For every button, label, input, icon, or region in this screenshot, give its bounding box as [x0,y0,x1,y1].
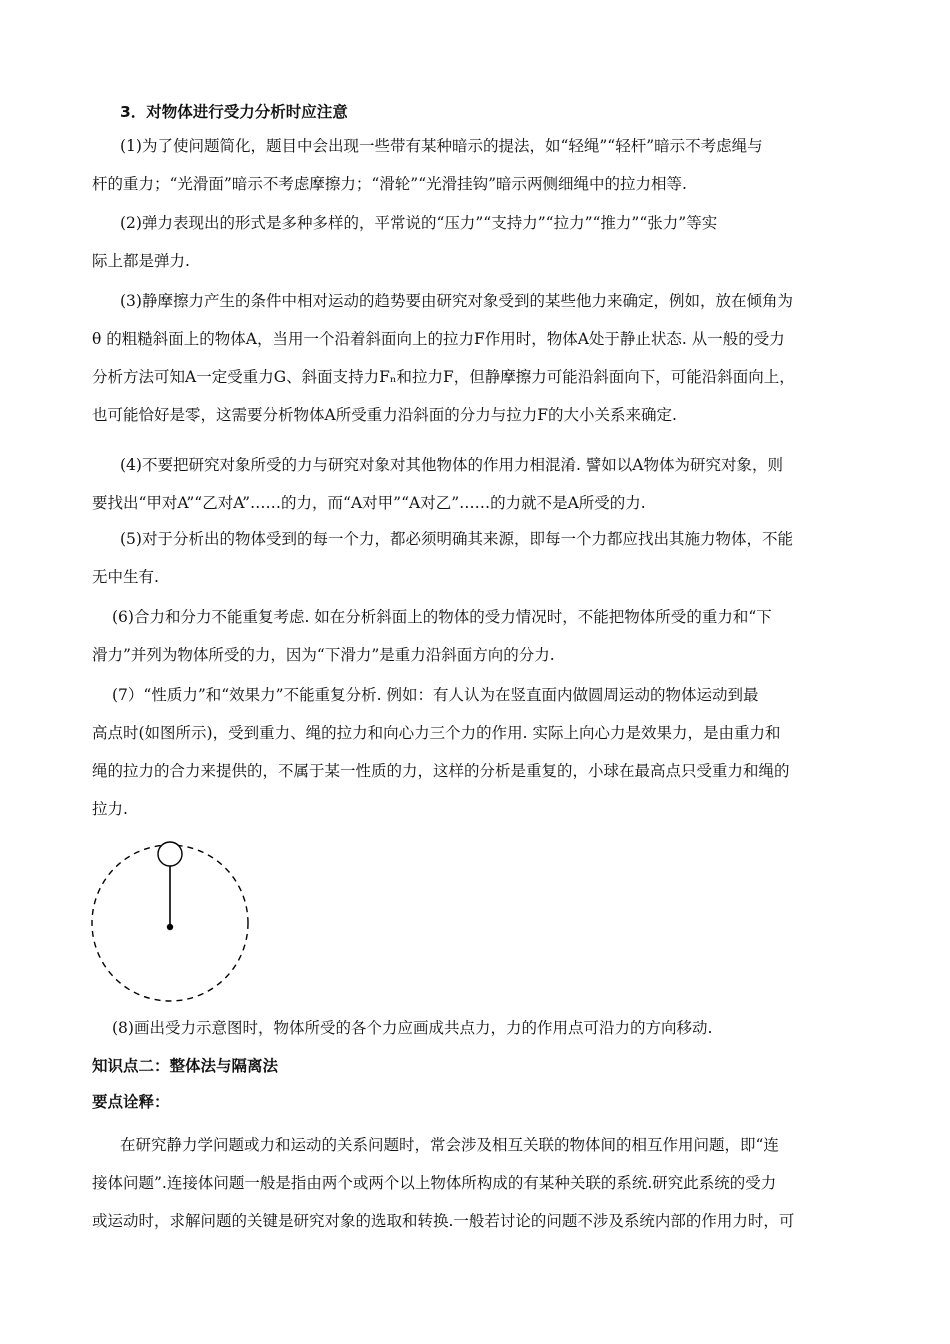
paragraph-1 [92,127,858,203]
paragraph-line: (3)静摩擦力产生的条件中相对运动的趋势要由研究对象受到的某些他力来确定，例如，放在倾角为 [120,292,793,310]
paragraph-line: 际上都是弹力. [92,252,190,270]
center-point [167,924,173,930]
paragraph-line: 拉力. [92,800,128,818]
circular-motion-figure [88,838,254,1004]
section-2-title: 知识点二：整体法与隔离法 [92,1057,279,1075]
section-2-paragraph [92,1126,858,1240]
section-2-subtitle: 要点诠释： [92,1093,170,1111]
paragraph-line: (8)画出受力示意图时，物体所受的各个力应画成共点力，力的作用点可沿力的方向移动. [112,1019,713,1037]
paragraph-line: (1)为了使问题简化，题目中会出现一些带有某种暗示的提法，如“轻绳”“轻杆”暗示不考虑绳与 [120,137,763,155]
paragraph-line: 无中生有. [92,568,159,586]
paragraph-4 [92,446,858,522]
paragraph-line: (6)合力和分力不能重复考虑. 如在分析斜面上的物体的受力情况时，不能把物体所受的重力和“下 [112,608,772,626]
paragraph-line: (5)对于分析出的物体受到的每一个力，都必须明确其来源，即每一个力都应找出其施力物体，不能 [120,530,793,548]
paragraph-3 [92,282,858,434]
paragraph-6 [92,598,858,674]
paragraph-line: 要找出“甲对A”“乙对A”……的力，而“A对甲”“A对乙”……的力就不是A所受的力. [92,494,646,512]
paragraph-line: (7）“性质力”和“效果力”不能重复分析. 例如：有人认为在竖直面内做圆周运动的物体运动到最 [112,686,759,704]
paragraph-line: (2)弹力表现出的形式是多种多样的，平常说的“压力”“支持力”“拉力”“推力”“张力”等实 [120,214,718,232]
paragraph-line: 分析方法可知A一定受重力G、斜面支持力Fₙ和拉力F，但静摩擦力可能沿斜面向下，可能沿斜面向上， [92,368,795,386]
ball-circle [158,842,182,866]
paragraph-line: 杆的重力；“光滑面”暗示不考虑摩擦力；“滑轮”“光滑挂钩”暗示两侧细绳中的拉力相等. [92,175,687,193]
paragraph-line: θ 的粗糙斜面上的物体A，当用一个沿着斜面向上的拉力F作用时，物体A处于静止状态. 从一般的受力 [92,330,785,348]
section-heading: 3．对物体进行受力分析时应注意 [120,103,348,121]
paragraph-2 [92,204,858,280]
paragraph-line: 或运动时，求解问题的关键是研究对象的选取和转换.一般若讨论的问题不涉及系统内部的作用力时，可 [92,1212,795,1230]
paragraph-8 [92,1009,858,1047]
paragraph-line: 也可能恰好是零，这需要分析物体A所受重力沿斜面的分力与拉力F的大小关系来确定. [92,406,677,424]
paragraph-line: (4)不要把研究对象所受的力与研究对象对其他物体的作用力相混淆. 譬如以A物体为研究对象，则 [120,456,784,474]
paragraph-7 [92,676,858,828]
paragraph-line: 滑力”并列为物体所受的力，因为“下滑力”是重力沿斜面方向的分力. [92,646,555,664]
paragraph-line: 在研究静力学问题或力和运动的关系问题时，常会涉及相互关联的物体间的相互作用问题，即“连 [120,1136,779,1154]
paragraph-5 [92,520,858,596]
paragraph-line: 接体问题”.连接体问题一般是指由两个或两个以上物体所构成的有某种关联的系统.研究此系统的受力 [92,1174,777,1192]
paragraph-line: 绳的拉力的合力来提供的，不属于某一性质的力，这样的分析是重复的，小球在最高点只受重力和绳的 [92,762,790,780]
paragraph-line: 高点时(如图所示)，受到重力、绳的拉力和向心力三个力的作用. 实际上向心力是效果力，是由重力和 [92,724,781,742]
